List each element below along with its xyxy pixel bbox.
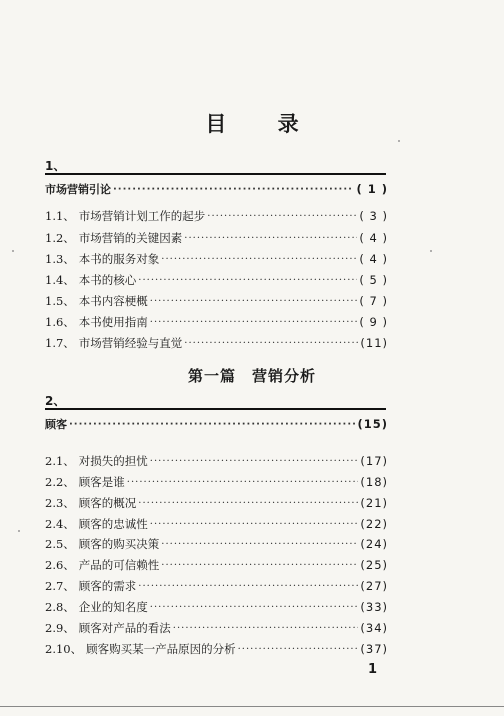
leader-dots (69, 419, 355, 430)
toc-entry (45, 250, 388, 268)
leader-dots (161, 560, 358, 571)
entry-number: 2.10、 (45, 642, 83, 656)
entry-text: 市场营销计划工作的起步 (78, 209, 206, 223)
entry-number: 1.7、 (45, 336, 75, 350)
leader-dots (150, 519, 359, 530)
leader-dots (150, 317, 358, 328)
entry-page: ( 4 ) (359, 231, 388, 245)
entry-text: 对损失的担忧 (78, 454, 148, 468)
leader-dots (207, 211, 357, 222)
entry-number: 1.3、 (45, 252, 75, 266)
entry-number: 1.4、 (45, 273, 75, 287)
entry-number: 1.1、 (45, 209, 75, 223)
leader-dots (138, 275, 357, 286)
entry-number: 2.2、 (45, 475, 75, 489)
toc-entry (45, 494, 388, 512)
entry-number: 2.7、 (45, 579, 75, 593)
part-title: 第一篇 营销分析 (187, 367, 316, 385)
toc-entry (45, 313, 388, 331)
chapter-heading-page: (15) (357, 417, 388, 431)
scan-edge-line (0, 706, 504, 707)
page-number: 1 (368, 662, 378, 677)
entry-text: 本书的服务对象 (78, 252, 160, 266)
leader-dots (138, 581, 358, 592)
chapter-heading-text: 顾客 (45, 418, 67, 431)
toc-entry (45, 334, 388, 352)
entry-page: (17) (360, 454, 388, 468)
leader-dots (184, 338, 358, 349)
leader-dots (150, 602, 359, 613)
entry-page: (33) (360, 600, 388, 614)
toc-entry (45, 556, 388, 574)
toc-entry (45, 535, 388, 553)
toc-title: 目 录 (205, 112, 321, 136)
entry-number: 1.5、 (45, 294, 75, 308)
toc-entry (45, 271, 388, 289)
entry-number: 2.9、 (45, 621, 75, 635)
toc-entry (45, 229, 388, 247)
chapter-heading-text: 市场营销引论 (45, 183, 111, 196)
scan-speck (18, 530, 20, 532)
leader-dots (150, 296, 358, 307)
toc-entry (45, 598, 388, 616)
entry-page: ( 9 ) (359, 315, 388, 329)
entry-text: 顾客对产品的看法 (78, 621, 171, 635)
toc-entry (45, 292, 388, 310)
toc-entry (45, 473, 388, 491)
entry-text: 顾客是谁 (78, 475, 125, 489)
entry-page: (27) (360, 579, 388, 593)
entry-page: (24) (360, 537, 388, 551)
entry-number: 2.3、 (45, 496, 75, 510)
entry-page: (18) (360, 475, 388, 489)
entry-number: 2.1、 (45, 454, 75, 468)
toc-entry (45, 619, 388, 637)
entry-number: 2.4、 (45, 517, 75, 531)
entry-page: ( 3 ) (359, 209, 388, 223)
chapter-heading-page: ( 1 ) (356, 182, 388, 196)
scan-speck (430, 250, 432, 252)
chapter-1-number: 1、 (45, 159, 66, 173)
chapter-2-rule (45, 408, 386, 410)
toc-entry (45, 577, 388, 595)
chapter-2-number: 2、 (45, 394, 66, 408)
entry-text: 企业的知名度 (78, 600, 148, 614)
entry-text: 顾客的需求 (78, 579, 137, 593)
leader-dots (127, 477, 359, 488)
entry-text: 本书内容梗概 (78, 294, 148, 308)
entry-text: 顾客购买某一产品原因的分析 (86, 642, 236, 656)
entry-text: 本书使用指南 (78, 315, 148, 329)
leader-dots (173, 623, 359, 634)
entry-text: 顾客的忠诚性 (78, 517, 148, 531)
entry-page: (22) (360, 517, 388, 531)
entry-number: 2.5、 (45, 537, 75, 551)
chapter-1-rule (45, 173, 386, 175)
entry-page: ( 4 ) (359, 252, 388, 266)
entry-number: 1.6、 (45, 315, 75, 329)
leader-dots (138, 498, 358, 509)
entry-page: (37) (360, 642, 388, 656)
entry-number: 1.2、 (45, 231, 75, 245)
leader-dots (238, 644, 359, 655)
entry-page: (21) (360, 496, 388, 510)
scan-speck (398, 140, 400, 142)
entry-text: 市场营销经验与直觉 (78, 336, 183, 350)
toc-entry (45, 515, 388, 533)
toc-entry (45, 207, 388, 225)
entry-text: 顾客的购买决策 (78, 537, 160, 551)
entry-text: 产品的可信赖性 (78, 558, 160, 572)
entry-number: 2.6、 (45, 558, 75, 572)
chapter-1-heading (45, 180, 388, 198)
entry-page: (11) (360, 336, 388, 350)
entry-text: 本书的核心 (78, 273, 137, 287)
leader-dots (113, 184, 354, 195)
entry-text: 顾客的概况 (78, 496, 137, 510)
entry-page: ( 5 ) (359, 273, 388, 287)
scan-speck (12, 250, 14, 252)
chapter-2-heading (45, 415, 388, 433)
leader-dots (150, 456, 359, 467)
toc-entry (45, 640, 388, 658)
leader-dots (184, 233, 357, 244)
entry-number: 2.8、 (45, 600, 75, 614)
toc-entry (45, 452, 388, 470)
leader-dots (161, 254, 357, 265)
leader-dots (161, 539, 358, 550)
entry-page: (25) (360, 558, 388, 572)
entry-page: ( 7 ) (359, 294, 388, 308)
entry-text: 市场营销的关键因素 (78, 231, 183, 245)
entry-page: (34) (360, 621, 388, 635)
